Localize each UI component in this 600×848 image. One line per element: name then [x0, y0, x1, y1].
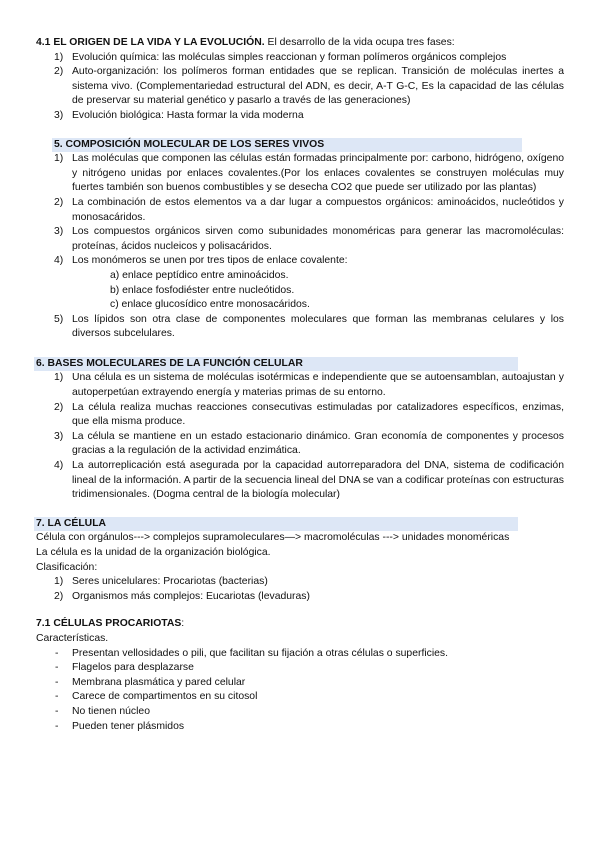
section-7-1-title: 7.1 CÉLULAS PROCARIOTAS: [36, 618, 182, 630]
bullet-text: No tienen núcleo: [72, 705, 150, 717]
document-page: [36, 36, 564, 734]
section-5-title: 5. COMPOSICIÓN MOLECULAR DE LOS SERES VIVOS: [52, 138, 522, 153]
item-number: 2): [54, 196, 64, 208]
list-item: [36, 575, 564, 590]
section-7: [36, 517, 564, 605]
item-text: Seres unicelulares: Procariotas (bacterias): [72, 576, 268, 588]
bullet-text: Presentan vellosidades o pili, que facilitan su fijación a otras células o superficies.: [72, 647, 449, 659]
item-number: 1): [54, 153, 64, 165]
bullet-text: Membrana plasmática y pared celular: [72, 676, 246, 688]
bullet-item: [36, 690, 564, 705]
item-text: Una célula es un sistema de moléculas isotérmicas e independiente que se autoensamblan, autoajustan y autoperpetúan extrayendo energía y materias primas de su entorno.: [72, 372, 564, 399]
item-number: 3): [54, 226, 64, 238]
item-number: 4): [54, 255, 64, 267]
list-item: [36, 109, 564, 124]
list-item: [36, 65, 564, 109]
list-item: [36, 152, 564, 196]
heading-colon: :: [181, 618, 185, 630]
item-number: 4): [54, 460, 64, 472]
bullet-text: Flagelos para desplazarse: [72, 662, 194, 674]
section-5-list-cont: [36, 313, 564, 342]
bullet-item: [36, 647, 564, 662]
bullet-text: Pueden tener plásmidos: [72, 720, 185, 732]
paragraph: Características.: [36, 632, 109, 644]
list-item: [36, 459, 564, 503]
dash-bullet: -: [55, 647, 59, 659]
item-text: La célula se mantiene en un estado estacionario dinámico. Gran economía de componentes y procesos gracias a la regulación de la actividad enzimática.: [72, 430, 564, 457]
item-text: Organismos más complejos: Eucariotas (levaduras): [72, 590, 310, 602]
paragraph: Clasificación:: [36, 561, 98, 573]
section-7-1-bullets: [36, 647, 564, 735]
section-6-list: [36, 371, 564, 502]
section-4-1: [36, 36, 564, 124]
item-text: Los monómeros se unen por tres tipos de enlace covalente:: [72, 255, 348, 267]
item-text: Evolución química: las moléculas simples reaccionan y forman polímeros orgánicos complejos: [72, 51, 507, 63]
item-number: 1): [54, 576, 64, 588]
list-item: [36, 371, 564, 400]
list-item: [36, 225, 564, 254]
item-text: La autorreplicación está asegurada por la capacidad autorreparadora del DNA, sistema de codificación lineal de la información. A partir de la secuencia lineal del DNA se van a codificar proteínas con estructuras tridimensionales. (Dogma central de la biología molecular): [72, 460, 564, 501]
item-text: La célula realiza muchas reacciones consecutivas estimuladas por catalizadores específicos, enzimas, que ella misma produce.: [72, 401, 564, 428]
paragraph: La célula es la unidad de la organización biológica.: [36, 547, 271, 558]
item-text: Las moléculas que componen las células están formadas principalmente por: carbono, hidrógeno, oxígeno y nitrógeno unidas por enlaces covalentes.(Por los enlaces covalentes se construyen moléculas muy fuertes también son buenos combustibles y se desecha CO2 que puede ser utilizado por las plantas): [72, 153, 564, 194]
list-item: [36, 196, 564, 225]
sublist-item: c) enlace glucosídico entre monosacáridos.: [110, 299, 310, 311]
item-number: 1): [54, 51, 64, 63]
paragraph: Célula con orgánulos---> complejos supramoleculares—> macromoléculas ---> unidades monoméricas: [36, 532, 510, 544]
list-item: [36, 401, 564, 430]
section-4-1-title: 4.1 EL ORIGEN DE LA VIDA Y LA EVOLUCIÓN.: [36, 37, 265, 48]
section-6: [36, 357, 564, 503]
item-number: 1): [54, 372, 64, 384]
section-4-1-intro: El desarrollo de la vida ocupa tres fases:: [264, 37, 455, 48]
item-number: 3): [54, 430, 64, 442]
bullet-item: [36, 705, 564, 720]
bullet-item: [36, 676, 564, 691]
dash-bullet: -: [55, 662, 59, 674]
list-item: [36, 51, 564, 66]
item-text: Auto-organización: los polímeros forman entidades que se replican. Transición de moléculas inertes a sistema vivo. (Complementariedad estructural del ADN, es decir, A-T G-C, Es la capacidad de las células de preservar su material genético y pasarlo a través de las generaciones): [72, 66, 564, 107]
list-item: [36, 590, 564, 605]
list-item: [36, 254, 564, 269]
section-7-1-heading: [36, 617, 564, 632]
item-text: Evolución biológica: Hasta formar la vida moderna: [72, 109, 304, 121]
item-text: Los compuestos orgánicos sirven como subunidades monoméricas para generar las macromoléculas: proteínas, ácidos nucleicos y polisacáridos.: [72, 226, 564, 252]
dash-bullet: -: [55, 705, 59, 717]
item-text: La combinación de estos elementos va a dar lugar a compuestos orgánicos: aminoácidos, nucleótidos y monosacáridos.: [72, 196, 564, 223]
section-7-list: [36, 575, 564, 604]
item-number: 2): [54, 401, 64, 413]
bullet-item: [36, 720, 564, 735]
dash-bullet: -: [55, 691, 59, 703]
bullet-text: Carece de compartimentos en su citosol: [72, 691, 258, 703]
item-number: 2): [54, 66, 64, 78]
bullet-item: [36, 661, 564, 676]
section-4-1-list: [36, 51, 564, 124]
item-number: 5): [54, 313, 64, 325]
item-number: 3): [54, 109, 64, 121]
section-4-1-heading: [36, 36, 564, 51]
sublist-item: b) enlace fosfodiéster entre nucleótidos.: [110, 284, 295, 296]
section-6-title: 6. BASES MOLECULARES DE LA FUNCIÓN CELULAR: [34, 357, 518, 372]
dash-bullet: -: [55, 720, 59, 732]
dash-bullet: -: [55, 676, 59, 688]
section-7-title: 7. LA CÉLULA: [34, 517, 518, 532]
item-number: 2): [54, 590, 64, 602]
section-5: [36, 138, 564, 342]
item-text: Los lípidos son otra clase de componentes moleculares que forman las membranas celulares y los diversos subcelulares.: [72, 313, 564, 340]
section-7-1: [36, 617, 564, 734]
sublist-item: a) enlace peptídico entre aminoácidos.: [110, 269, 289, 281]
section-5-list: [36, 152, 564, 269]
list-item: [36, 430, 564, 459]
bond-types-sublist: [36, 269, 564, 313]
list-item: [36, 313, 564, 342]
